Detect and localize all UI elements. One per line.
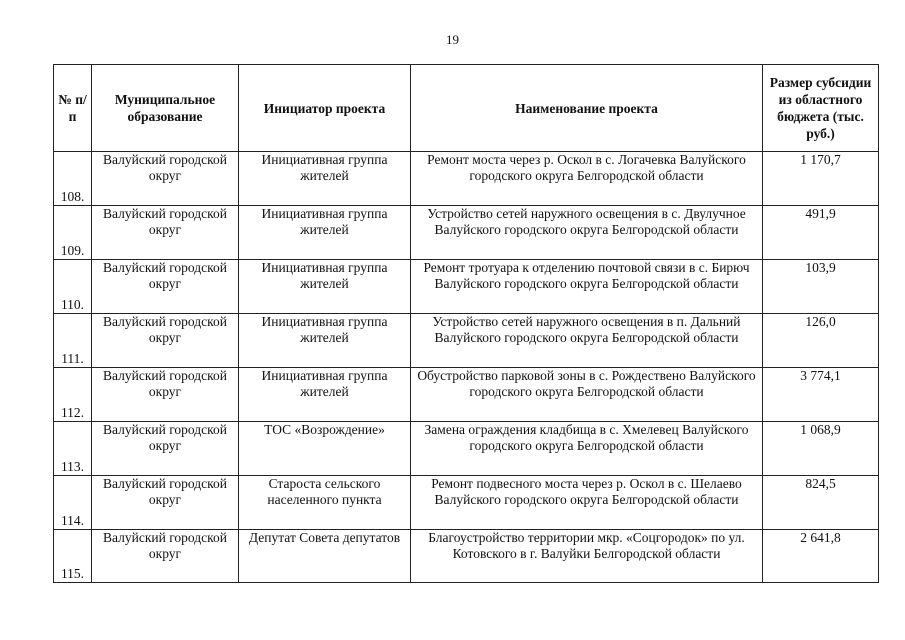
row-number: 108. xyxy=(54,152,92,206)
row-subsidy: 126,0 xyxy=(763,314,879,368)
row-municipality: Валуйский городской округ xyxy=(92,422,239,476)
header-project-name: Наименование проекта xyxy=(411,65,763,152)
table-row xyxy=(54,152,879,206)
row-subsidy: 103,9 xyxy=(763,260,879,314)
row-project-name: Замена ограждения кладбища в с. Хмелевец Валуйского городского округа Белгородской области xyxy=(411,422,763,476)
table-row xyxy=(54,314,879,368)
row-municipality: Валуйский городской округ xyxy=(92,368,239,422)
row-initiator: Инициативная группа жителей xyxy=(239,152,411,206)
row-project-name: Устройство сетей наружного освещения в п. Дальний Валуйского городского округа Белгородской области xyxy=(411,314,763,368)
row-initiator: Инициативная группа жителей xyxy=(239,260,411,314)
row-number: 113. xyxy=(54,422,92,476)
row-number: 109. xyxy=(54,206,92,260)
row-initiator: Староста сельского населенного пункта xyxy=(239,476,411,530)
row-subsidy: 824,5 xyxy=(763,476,879,530)
subsidy-table xyxy=(53,64,879,583)
row-number: 114. xyxy=(54,476,92,530)
row-initiator: ТОС «Возрождение» xyxy=(239,422,411,476)
row-municipality: Валуйский городской округ xyxy=(92,152,239,206)
header-initiator: Инициатор проекта xyxy=(239,65,411,152)
row-initiator: Инициативная группа жителей xyxy=(239,314,411,368)
row-project-name: Ремонт подвесного моста через р. Оскол в с. Шелаево Валуйского городского округа Белгородской области xyxy=(411,476,763,530)
row-project-name: Благоустройство территории мкр. «Соцгородок» по ул. Котовского в г. Валуйки Белгородской области xyxy=(411,530,763,583)
row-municipality: Валуйский городской округ xyxy=(92,206,239,260)
row-initiator: Инициативная группа жителей xyxy=(239,368,411,422)
row-project-name: Устройство сетей наружного освещения в с. Двулучное Валуйского городского округа Белгородской области xyxy=(411,206,763,260)
row-subsidy: 491,9 xyxy=(763,206,879,260)
row-number: 111. xyxy=(54,314,92,368)
row-municipality: Валуйский городской округ xyxy=(92,260,239,314)
table-row xyxy=(54,368,879,422)
table-row xyxy=(54,206,879,260)
row-number: 115. xyxy=(54,530,92,583)
row-subsidy: 1 170,7 xyxy=(763,152,879,206)
row-number: 110. xyxy=(54,260,92,314)
row-subsidy: 1 068,9 xyxy=(763,422,879,476)
table-row xyxy=(54,422,879,476)
row-project-name: Ремонт моста через р. Оскол в с. Логачевка Валуйского городского округа Белгородской области xyxy=(411,152,763,206)
row-project-name: Ремонт тротуара к отделению почтовой связи в с. Бирюч Валуйского городского округа Белгородской области xyxy=(411,260,763,314)
header-subsidy: Размер субсидии из областного бюджета (тыс. руб.) xyxy=(763,65,879,152)
row-project-name: Обустройство парковой зоны в с. Рождествено Валуйского городского округа Белгородской области xyxy=(411,368,763,422)
row-municipality: Валуйский городской округ xyxy=(92,314,239,368)
row-initiator: Инициативная группа жителей xyxy=(239,206,411,260)
row-number: 112. xyxy=(54,368,92,422)
page-number: 19 xyxy=(446,32,459,47)
header-municipality: Муниципальное образование xyxy=(92,65,239,152)
row-initiator: Депутат Совета депутатов xyxy=(239,530,411,583)
table-row xyxy=(54,476,879,530)
row-subsidy: 3 774,1 xyxy=(763,368,879,422)
table-header-row xyxy=(54,65,879,152)
table-row xyxy=(54,260,879,314)
row-subsidy: 2 641,8 xyxy=(763,530,879,583)
header-num: № п/п xyxy=(54,65,92,152)
row-municipality: Валуйский городской округ xyxy=(92,476,239,530)
table-row xyxy=(54,530,879,583)
row-municipality: Валуйский городской округ xyxy=(92,530,239,583)
